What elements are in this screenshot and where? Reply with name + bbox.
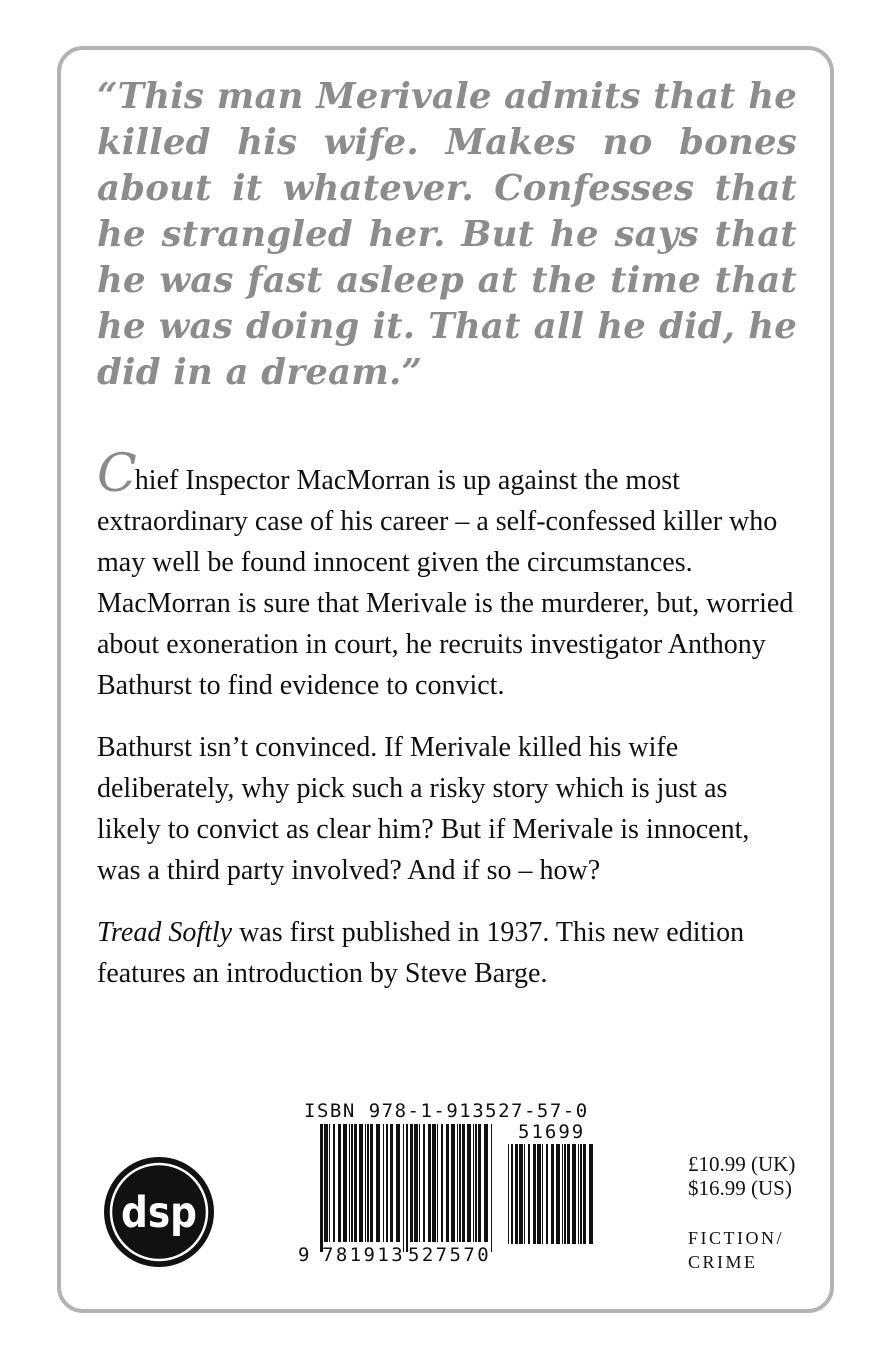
barcode-bar — [459, 1124, 461, 1242]
blurb-paragraph-2: Bathurst isn’t convinced. If Merivale killed his wife deliberately, why pick such a risky story which is just as likely to convict as clear him? But if Merivale is innocent, was a third party involved? And if so – how? — [97, 732, 750, 886]
barcode-bar — [437, 1124, 438, 1242]
barcode-bar — [580, 1144, 582, 1244]
barcode-bar — [533, 1144, 536, 1244]
barcode-bar — [446, 1124, 449, 1242]
barcode-bar — [390, 1124, 393, 1242]
barcode-bar — [475, 1124, 477, 1242]
barcode-bar — [478, 1124, 481, 1242]
barcode-bar — [428, 1124, 431, 1242]
barcode-bar — [386, 1124, 388, 1242]
barcode-bar — [467, 1124, 471, 1242]
barcode-bar — [542, 1144, 543, 1244]
barcode-bar — [354, 1124, 357, 1242]
barcode-bar — [338, 1124, 341, 1242]
barcode-bar — [376, 1124, 380, 1242]
barcode-bar — [370, 1124, 373, 1242]
barcode-bar — [419, 1124, 420, 1242]
barcode-bar — [457, 1124, 458, 1242]
barcode-bar — [537, 1144, 541, 1244]
barcode-bar — [329, 1124, 330, 1242]
dsp-publisher-logo — [103, 1156, 215, 1268]
barcode-bar — [351, 1124, 353, 1242]
genre-line-1: FICTION/ — [688, 1228, 784, 1248]
price-us: $16.99 (US) — [688, 1176, 792, 1200]
barcode-bar — [365, 1124, 366, 1242]
drop-cap: C — [97, 444, 137, 504]
barcode-bar — [562, 1144, 563, 1244]
barcode-bar — [396, 1124, 400, 1242]
barcode-bar — [528, 1144, 530, 1244]
barcode-bar — [484, 1124, 488, 1242]
ean-left-digits: 781913 — [322, 1244, 406, 1266]
barcode-bar — [383, 1124, 384, 1242]
barcode-bar — [473, 1124, 474, 1242]
barcode-bar — [572, 1144, 576, 1244]
barcode-bar — [583, 1144, 586, 1244]
barcode-bar — [524, 1144, 525, 1244]
barcode-bar — [320, 1124, 323, 1252]
barcode-bar — [432, 1124, 436, 1242]
ean-first-digit: 9 — [298, 1244, 310, 1266]
blurb-paragraph-3-text: was first published in 1937. This new edition features an introduction by Steve Barge. — [97, 917, 745, 989]
barcode-bar — [519, 1144, 523, 1244]
barcode-bar — [511, 1144, 513, 1244]
barcode-bar — [343, 1124, 347, 1242]
barcode-bar — [359, 1124, 363, 1242]
barcode-bar — [589, 1144, 593, 1244]
logo-text: dsp — [121, 1188, 197, 1238]
isbn-barcode — [298, 1100, 598, 1270]
barcode-bar — [349, 1124, 350, 1242]
barcode-bar — [556, 1144, 560, 1244]
barcode-bar — [551, 1144, 554, 1244]
barcode-bar — [410, 1124, 413, 1242]
barcode-bar — [451, 1124, 455, 1242]
barcode-bar — [333, 1124, 335, 1242]
blurb-paragraph-1 — [97, 444, 797, 706]
barcode-bar — [567, 1144, 570, 1244]
book-title: Tread Softly — [97, 917, 233, 948]
barcode-bar — [367, 1124, 369, 1242]
barcode-bar — [403, 1124, 404, 1252]
barcode-bar — [414, 1124, 418, 1242]
ean-right-digits: 527570 — [408, 1244, 492, 1266]
pull-quote: “This man Merivale admits that he killed his wife. Makes no bones about it whatever. Confesses that he strangled her. But he says that he was fast asleep at the time that he was doing it. That all he did, he did in a dream.” — [97, 76, 797, 393]
barcode-addon-digits: 51699 — [518, 1121, 586, 1143]
price-uk: £10.99 (UK) — [688, 1152, 796, 1176]
price-block — [688, 1152, 795, 1200]
barcode-bar — [578, 1144, 579, 1244]
blurb-paragraph-1-text: hief Inspector MacMorran is up against the most extraordinary case of his career – a self-confessed killer who may well be found innocent given the circumstances. MacMorran is sure that Merivale is the murderer, but, worried about exoneration in court, he recruits investigator Anthony Bathurst to find evidence to convict. — [97, 465, 794, 701]
barcode-bar — [508, 1144, 509, 1244]
barcode-bar — [423, 1124, 425, 1242]
barcode-bar — [491, 1124, 492, 1252]
barcode-bar — [406, 1124, 408, 1252]
barcode-bar — [564, 1144, 566, 1244]
barcode-bar — [515, 1144, 518, 1244]
genre-line-2: CRIME — [688, 1252, 758, 1272]
blurb — [97, 444, 797, 1015]
barcode-bar — [546, 1144, 548, 1244]
barcode-bar — [324, 1124, 328, 1242]
blurb-paragraph-3 — [97, 912, 797, 994]
genre-label — [688, 1226, 784, 1274]
barcode-bar — [441, 1124, 443, 1242]
barcode-bar — [462, 1124, 465, 1242]
isbn-label: ISBN 978-1-913527-57-0 — [304, 1100, 589, 1122]
